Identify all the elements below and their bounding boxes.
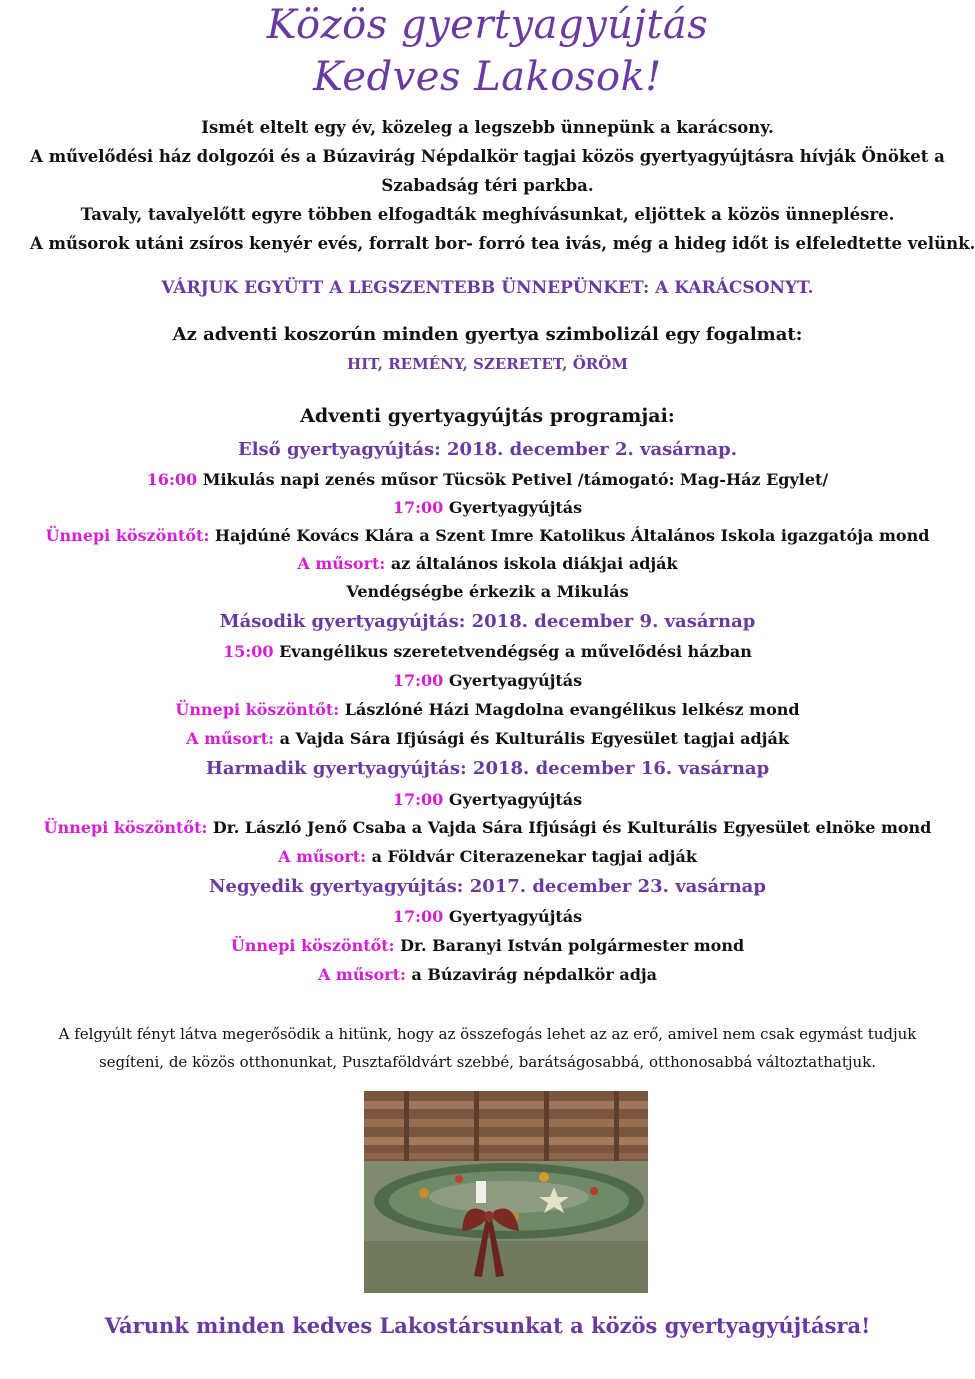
second-greeting [20, 700, 955, 719]
first-greeting [20, 526, 955, 545]
event-text: Evangélikus szeretetvendégség a művelődési házban [273, 642, 752, 661]
intro-line: A művelődési ház dolgozói és a Búzavirág Népdalkör tagjai közös gyertyagyújtásra hívják Önöket a [30, 147, 945, 166]
greeting-label: Ünnepi köszöntőt: [175, 700, 340, 719]
greeting-text: Lászlóné Házi Magdolna evangélikus lelkész mond [339, 700, 800, 719]
wreath-values: HIT, REMÉNY, SZERETET, ÖRÖM [347, 355, 628, 373]
greeting-label: Ünnepi köszöntőt: [45, 526, 210, 545]
motto: VÁRJUK EGYÜTT A LEGSZENTEBB ÜNNEPÜNKET: A KARÁCSONYT. [161, 278, 814, 298]
show-label: A műsort: [317, 965, 406, 984]
intro-line: Ismét eltelt egy év, közeleg a legszebb ünnepünk a karácsony. [201, 118, 774, 137]
event-text: Gyertyagyújtás [443, 907, 583, 926]
show-text: az általános iskola diákjai adják [385, 554, 678, 573]
intro-line: Tavaly, tavalyelőtt egyre többen elfogadták meghívásunkat, eljöttek a közös ünneplésre. [80, 205, 895, 224]
time-label: 17:00 [392, 671, 444, 690]
outro-line: A felgyúlt fényt látva megerősödik a hitünk, hogy az összefogás lehet az az erő, amivel nem csak egymást tudjuk [58, 1025, 917, 1043]
second-show [20, 729, 955, 748]
intro-line: A műsorok utáni zsíros kenyér evés, forralt bor- forró tea ivás, még a hideg időt is elfeledtette velünk. [30, 234, 975, 253]
first-event-2 [20, 498, 955, 517]
time-label: 17:00 [392, 498, 444, 517]
third-event-2 [20, 790, 955, 809]
greeting-text: Dr. László Jenő Csaba a Vajda Sára Ifjúsági és Kulturális Egyesület elnöke mond [207, 818, 932, 837]
show-label: A műsort: [278, 847, 367, 866]
outro-line: segíteni, de közös otthonunkat, Pusztaföldvárt szebbé, barátságosabbá, otthonosabbá változtathatjuk. [98, 1053, 877, 1071]
title-line-1: Közös gyertyagyújtás [266, 2, 709, 48]
fourth-event-2 [20, 907, 955, 926]
greeting-label: Ünnepi köszöntőt: [43, 818, 208, 837]
time-label: 17:00 [392, 790, 444, 809]
first-extra: Vendégségbe érkezik a Mikulás [346, 582, 629, 601]
greeting-label: Ünnepi köszöntőt: [230, 936, 395, 955]
fourth-title: Negyedik gyertyagyújtás: 2017. december 23. vasárnap [209, 876, 766, 897]
show-label: A műsort: [297, 554, 386, 573]
third-greeting [20, 818, 955, 837]
first-show [20, 554, 955, 573]
time-label: 15:00 [223, 642, 274, 661]
first-event-1 [20, 470, 955, 489]
intro-line: Szabadság téri parkba. [381, 176, 594, 195]
event-text: Mikulás napi zenés műsor Tücsök Petivel /támogató: Mag-Ház Egylet/ [197, 470, 829, 489]
greeting-text: Dr. Baranyi István polgármester mond [394, 936, 745, 955]
first-title: Első gyertyagyújtás: 2018. december 2. vasárnap. [237, 439, 738, 460]
fourth-greeting [20, 936, 955, 955]
intro-paragraph [30, 113, 975, 258]
time-label: 17:00 [392, 907, 444, 926]
closing-invitation: Várunk minden kedves Lakostársunkat a közös gyertyagyújtásra! [104, 1313, 871, 1338]
event-text: Gyertyagyújtás [443, 498, 583, 517]
show-text: a Búzavirág népdalkör adja [405, 965, 658, 984]
advent-wreath-photo [364, 1091, 648, 1293]
closing-paragraph [30, 1020, 945, 1076]
third-show [20, 847, 955, 866]
second-event-2 [20, 671, 955, 690]
second-event-1 [20, 642, 955, 661]
time-label: 16:00 [146, 470, 198, 489]
event-text: Gyertyagyújtás [443, 671, 583, 690]
event-text: Gyertyagyújtás [443, 790, 583, 809]
third-title: Harmadik gyertyagyújtás: 2018. december 16. vasárnap [205, 758, 770, 779]
program-heading: Adventi gyertyagyújtás programjai: [300, 405, 675, 427]
title-line-2: Kedves Lakosok! [313, 54, 662, 100]
fourth-show [20, 965, 955, 984]
show-label: A műsort: [186, 729, 275, 748]
wreath-line: Az adventi koszorún minden gyertya szimbolizál egy fogalmat: [172, 324, 803, 345]
show-text: a Földvár Citerazenekar tagjai adják [366, 847, 697, 866]
greeting-text: Hajdúné Kovács Klára a Szent Imre Katolikus Általános Iskola igazgatója mond [209, 526, 930, 545]
show-text: a Vajda Sára Ifjúsági és Kulturális Egyesület tagjai adják [274, 729, 789, 748]
second-title: Második gyertyagyújtás: 2018. december 9. vasárnap [219, 611, 756, 632]
